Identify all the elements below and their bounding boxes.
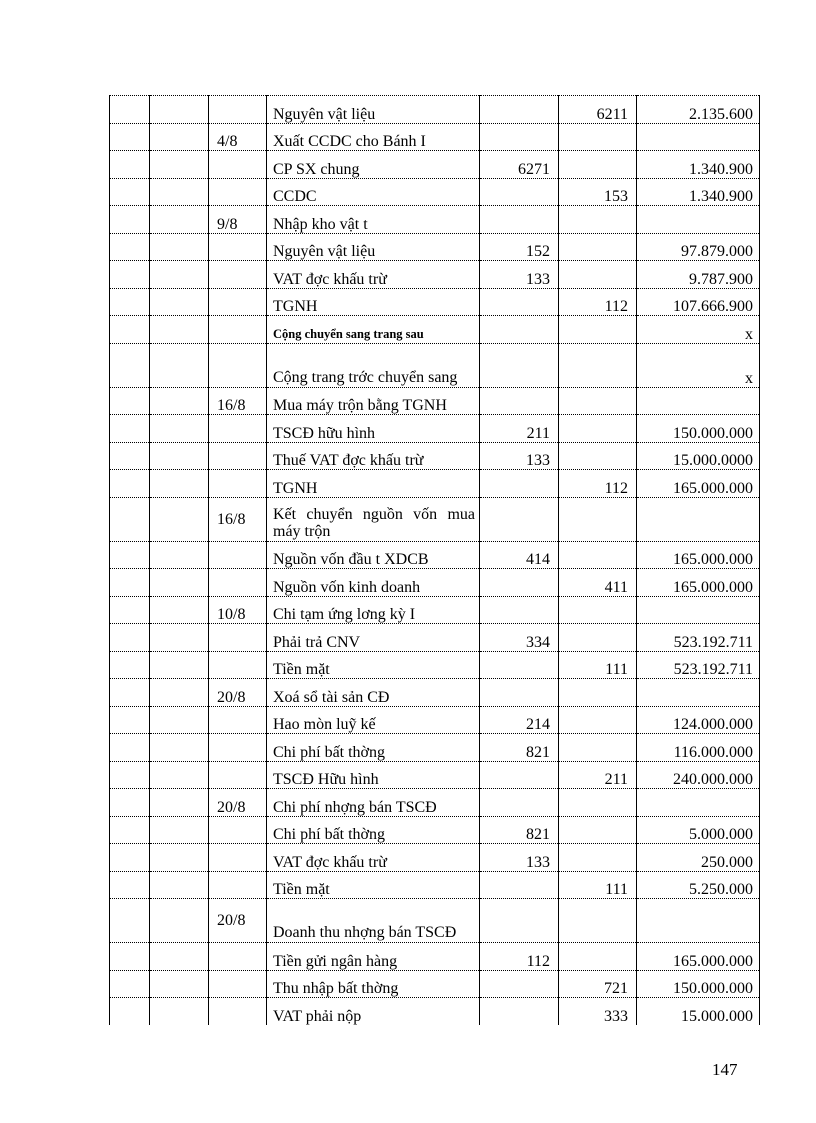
description-cell: Kết chuyển nguồn vốn mua máy trộn <box>267 497 480 541</box>
credit-account-cell <box>559 734 637 762</box>
table-row <box>110 288 760 316</box>
description-cell: Chi tạm ứng lơng kỳ I <box>267 596 480 624</box>
blank-cell-1 <box>110 442 150 470</box>
amount-cell: 165.000.000 <box>637 470 760 498</box>
date-cell: 16/8 <box>209 497 267 541</box>
amount-cell: 2.135.600 <box>637 96 760 124</box>
description-cell: Xuất CCDC cho Bánh I <box>267 123 480 151</box>
description-cell: Doanh thu nhợng bán TSCĐ <box>267 899 480 943</box>
date-cell <box>209 470 267 498</box>
date-cell <box>209 233 267 261</box>
page-number: 147 <box>712 1060 738 1079</box>
blank-cell-2 <box>150 415 209 443</box>
debit-account-cell: 133 <box>480 844 559 872</box>
blank-cell-2 <box>150 624 209 652</box>
date-cell: 16/8 <box>209 387 267 415</box>
debit-account-cell <box>480 387 559 415</box>
credit-account-cell: 153 <box>559 178 637 206</box>
amount-cell: 1.340.900 <box>637 151 760 179</box>
table-row <box>110 233 760 261</box>
credit-account-cell: 111 <box>559 871 637 899</box>
amount-cell: 97.879.000 <box>637 233 760 261</box>
debit-account-cell <box>480 789 559 817</box>
credit-account-cell: 6211 <box>559 96 637 124</box>
blank-cell-1 <box>110 151 150 179</box>
debit-account-cell <box>480 596 559 624</box>
blank-cell-2 <box>150 998 209 1025</box>
description-cell: Chi phí nhợng bán TSCĐ <box>267 789 480 817</box>
credit-account-cell <box>559 233 637 261</box>
credit-account-cell <box>559 151 637 179</box>
description-cell: Tiền mặt <box>267 651 480 679</box>
blank-cell-2 <box>150 761 209 789</box>
table-row <box>110 871 760 899</box>
amount-cell: 5.250.000 <box>637 871 760 899</box>
credit-account-cell <box>559 123 637 151</box>
description-cell: Nguồn vốn kinh doanh <box>267 569 480 597</box>
credit-account-cell <box>559 899 637 943</box>
amount-cell <box>637 899 760 943</box>
debit-account-cell <box>480 96 559 124</box>
date-cell <box>209 415 267 443</box>
amount-cell <box>637 596 760 624</box>
date-cell <box>209 261 267 289</box>
description-cell: Tiền gửi ngân hàng <box>267 943 480 971</box>
blank-cell-1 <box>110 387 150 415</box>
debit-account-cell <box>480 343 559 387</box>
blank-cell-1 <box>110 679 150 707</box>
date-cell <box>209 151 267 179</box>
date-cell <box>209 734 267 762</box>
description-cell: VAT đợc khấu trừ <box>267 261 480 289</box>
debit-account-cell <box>480 651 559 679</box>
date-cell: 4/8 <box>209 123 267 151</box>
amount-cell: 523.192.711 <box>637 651 760 679</box>
date-cell: 20/8 <box>209 789 267 817</box>
credit-account-cell: 112 <box>559 470 637 498</box>
credit-account-cell: 333 <box>559 998 637 1025</box>
blank-cell-1 <box>110 789 150 817</box>
blank-cell-2 <box>150 706 209 734</box>
credit-account-cell <box>559 415 637 443</box>
amount-cell: 150.000.000 <box>637 415 760 443</box>
credit-account-cell <box>559 387 637 415</box>
table-row <box>110 316 760 344</box>
table-row <box>110 844 760 872</box>
debit-account-cell: 821 <box>480 734 559 762</box>
blank-cell-2 <box>150 541 209 569</box>
amount-cell <box>637 123 760 151</box>
blank-cell-2 <box>150 596 209 624</box>
description-cell: Nguyên vật liệu <box>267 96 480 124</box>
debit-account-cell: 414 <box>480 541 559 569</box>
blank-cell-1 <box>110 970 150 998</box>
amount-cell: 9.787.900 <box>637 261 760 289</box>
blank-cell-1 <box>110 761 150 789</box>
debit-account-cell <box>480 899 559 943</box>
amount-cell: 240.000.000 <box>637 761 760 789</box>
debit-account-cell: 112 <box>480 943 559 971</box>
description-cell: Phải trả CNV <box>267 624 480 652</box>
blank-cell-1 <box>110 569 150 597</box>
blank-cell-1 <box>110 96 150 124</box>
blank-cell-1 <box>110 706 150 734</box>
amount-cell: 124.000.000 <box>637 706 760 734</box>
date-cell <box>209 816 267 844</box>
description-cell: Cộng chuyển sang trang sau <box>267 316 480 344</box>
blank-cell-2 <box>150 178 209 206</box>
debit-account-cell: 821 <box>480 816 559 844</box>
blank-cell-1 <box>110 343 150 387</box>
credit-account-cell <box>559 844 637 872</box>
description-cell: CP SX chung <box>267 151 480 179</box>
table-row <box>110 123 760 151</box>
amount-cell: 15.000.000 <box>637 998 760 1025</box>
blank-cell-1 <box>110 899 150 943</box>
credit-account-cell <box>559 442 637 470</box>
date-cell: 20/8 <box>209 679 267 707</box>
blank-cell-1 <box>110 288 150 316</box>
description-cell: TSCĐ Hữu hình <box>267 761 480 789</box>
blank-cell-1 <box>110 541 150 569</box>
blank-cell-2 <box>150 96 209 124</box>
debit-account-cell: 211 <box>480 415 559 443</box>
amount-cell <box>637 206 760 234</box>
amount-cell: x <box>637 343 760 387</box>
credit-account-cell: 211 <box>559 761 637 789</box>
credit-account-cell: 112 <box>559 288 637 316</box>
table-row <box>110 789 760 817</box>
blank-cell-1 <box>110 261 150 289</box>
credit-account-cell <box>559 596 637 624</box>
credit-account-cell <box>559 706 637 734</box>
date-cell <box>209 871 267 899</box>
blank-cell-2 <box>150 970 209 998</box>
amount-cell: 150.000.000 <box>637 970 760 998</box>
debit-account-cell: 133 <box>480 261 559 289</box>
table-row <box>110 761 760 789</box>
description-cell: Mua máy trộn bằng TGNH <box>267 387 480 415</box>
debit-account-cell <box>480 497 559 541</box>
debit-account-cell <box>480 970 559 998</box>
date-cell <box>209 316 267 344</box>
table-row <box>110 596 760 624</box>
blank-cell-1 <box>110 816 150 844</box>
blank-cell-1 <box>110 871 150 899</box>
table-row <box>110 442 760 470</box>
table-row <box>110 178 760 206</box>
date-cell <box>209 178 267 206</box>
date-cell <box>209 442 267 470</box>
date-cell <box>209 624 267 652</box>
blank-cell-2 <box>150 651 209 679</box>
blank-cell-2 <box>150 569 209 597</box>
blank-cell-2 <box>150 288 209 316</box>
date-cell <box>209 288 267 316</box>
description-cell: Tiền mặt <box>267 871 480 899</box>
table-row <box>110 816 760 844</box>
date-cell <box>209 706 267 734</box>
table-row <box>110 998 760 1025</box>
debit-account-cell: 214 <box>480 706 559 734</box>
credit-account-cell <box>559 789 637 817</box>
date-cell <box>209 541 267 569</box>
table-row <box>110 415 760 443</box>
blank-cell-2 <box>150 151 209 179</box>
table-row <box>110 624 760 652</box>
blank-cell-1 <box>110 415 150 443</box>
date-cell <box>209 96 267 124</box>
blank-cell-2 <box>150 943 209 971</box>
description-cell: TGNH <box>267 288 480 316</box>
date-cell <box>209 569 267 597</box>
blank-cell-1 <box>110 596 150 624</box>
credit-account-cell <box>559 343 637 387</box>
credit-account-cell <box>559 206 637 234</box>
description-cell: Nguồn vốn đầu t XDCB <box>267 541 480 569</box>
description-cell: Cộng trang trớc chuyển sang <box>267 343 480 387</box>
blank-cell-2 <box>150 123 209 151</box>
amount-cell: 5.000.000 <box>637 816 760 844</box>
table-row <box>110 206 760 234</box>
amount-cell: 165.000.000 <box>637 943 760 971</box>
description-cell: Chi phí bất thờng <box>267 816 480 844</box>
credit-account-cell <box>559 624 637 652</box>
debit-account-cell <box>480 470 559 498</box>
table-row <box>110 497 760 541</box>
debit-account-cell <box>480 679 559 707</box>
credit-account-cell <box>559 679 637 707</box>
blank-cell-1 <box>110 123 150 151</box>
amount-cell: 523.192.711 <box>637 624 760 652</box>
blank-cell-2 <box>150 734 209 762</box>
blank-cell-1 <box>110 497 150 541</box>
blank-cell-1 <box>110 178 150 206</box>
table-row <box>110 569 760 597</box>
amount-cell: 107.666.900 <box>637 288 760 316</box>
blank-cell-2 <box>150 844 209 872</box>
table-row <box>110 151 760 179</box>
table-row <box>110 343 760 387</box>
debit-account-cell <box>480 761 559 789</box>
blank-cell-2 <box>150 387 209 415</box>
amount-cell: 15.000.0000 <box>637 442 760 470</box>
blank-cell-1 <box>110 624 150 652</box>
blank-cell-1 <box>110 943 150 971</box>
table-row <box>110 541 760 569</box>
date-cell <box>209 651 267 679</box>
debit-account-cell <box>480 178 559 206</box>
blank-cell-1 <box>110 206 150 234</box>
debit-account-cell <box>480 569 559 597</box>
table-row <box>110 651 760 679</box>
table-row <box>110 679 760 707</box>
amount-cell: x <box>637 316 760 344</box>
amount-cell <box>637 679 760 707</box>
blank-cell-2 <box>150 316 209 344</box>
debit-account-cell <box>480 316 559 344</box>
debit-account-cell <box>480 998 559 1025</box>
description-cell: TGNH <box>267 470 480 498</box>
debit-account-cell: 133 <box>480 442 559 470</box>
description-cell: Hao mòn luỹ kế <box>267 706 480 734</box>
blank-cell-1 <box>110 470 150 498</box>
blank-cell-2 <box>150 470 209 498</box>
table-row <box>110 470 760 498</box>
blank-cell-2 <box>150 899 209 943</box>
blank-cell-2 <box>150 679 209 707</box>
credit-account-cell <box>559 497 637 541</box>
date-cell <box>209 343 267 387</box>
debit-account-cell <box>480 288 559 316</box>
table-row <box>110 970 760 998</box>
blank-cell-2 <box>150 442 209 470</box>
description-cell: Chi phí bất thờng <box>267 734 480 762</box>
blank-cell-1 <box>110 998 150 1025</box>
blank-cell-1 <box>110 233 150 261</box>
table-row <box>110 96 760 124</box>
description-cell: CCDC <box>267 178 480 206</box>
date-cell <box>209 998 267 1025</box>
description-cell: Nhập kho vật t <box>267 206 480 234</box>
date-cell <box>209 844 267 872</box>
credit-account-cell <box>559 541 637 569</box>
credit-account-cell: 111 <box>559 651 637 679</box>
amount-cell <box>637 387 760 415</box>
table-row <box>110 899 760 943</box>
date-cell: 20/8 <box>209 899 267 943</box>
blank-cell-1 <box>110 844 150 872</box>
amount-cell: 1.340.900 <box>637 178 760 206</box>
date-cell <box>209 970 267 998</box>
blank-cell-1 <box>110 734 150 762</box>
table-row <box>110 706 760 734</box>
description-cell: Thuế VAT đợc khấu trừ <box>267 442 480 470</box>
amount-cell: 250.000 <box>637 844 760 872</box>
table-row <box>110 261 760 289</box>
blank-cell-2 <box>150 497 209 541</box>
table-row <box>110 387 760 415</box>
blank-cell-2 <box>150 343 209 387</box>
table-row <box>110 734 760 762</box>
blank-cell-2 <box>150 816 209 844</box>
description-cell: Xoá sổ tài sản CĐ <box>267 679 480 707</box>
blank-cell-2 <box>150 871 209 899</box>
description-cell: VAT đợc khấu trừ <box>267 844 480 872</box>
date-cell <box>209 761 267 789</box>
amount-cell: 116.000.000 <box>637 734 760 762</box>
debit-account-cell: 6271 <box>480 151 559 179</box>
debit-account-cell <box>480 123 559 151</box>
debit-account-cell: 334 <box>480 624 559 652</box>
description-cell: Nguyên vật liệu <box>267 233 480 261</box>
amount-cell <box>637 789 760 817</box>
blank-cell-2 <box>150 261 209 289</box>
date-cell: 10/8 <box>209 596 267 624</box>
journal-body <box>110 96 760 1025</box>
debit-account-cell: 152 <box>480 233 559 261</box>
credit-account-cell <box>559 261 637 289</box>
description-cell: VAT phải nộp <box>267 998 480 1025</box>
credit-account-cell <box>559 816 637 844</box>
debit-account-cell <box>480 206 559 234</box>
description-cell: TSCĐ hữu hình <box>267 415 480 443</box>
blank-cell-1 <box>110 651 150 679</box>
credit-account-cell: 721 <box>559 970 637 998</box>
debit-account-cell <box>480 871 559 899</box>
date-cell <box>209 943 267 971</box>
credit-account-cell <box>559 943 637 971</box>
description-cell: Thu nhập bất thờng <box>267 970 480 998</box>
amount-cell <box>637 497 760 541</box>
blank-cell-2 <box>150 233 209 261</box>
credit-account-cell: 411 <box>559 569 637 597</box>
blank-cell-2 <box>150 206 209 234</box>
blank-cell-1 <box>110 316 150 344</box>
blank-cell-2 <box>150 789 209 817</box>
amount-cell: 165.000.000 <box>637 569 760 597</box>
table-row <box>110 943 760 971</box>
credit-account-cell <box>559 316 637 344</box>
journal-table <box>109 95 760 1025</box>
date-cell: 9/8 <box>209 206 267 234</box>
amount-cell: 165.000.000 <box>637 541 760 569</box>
